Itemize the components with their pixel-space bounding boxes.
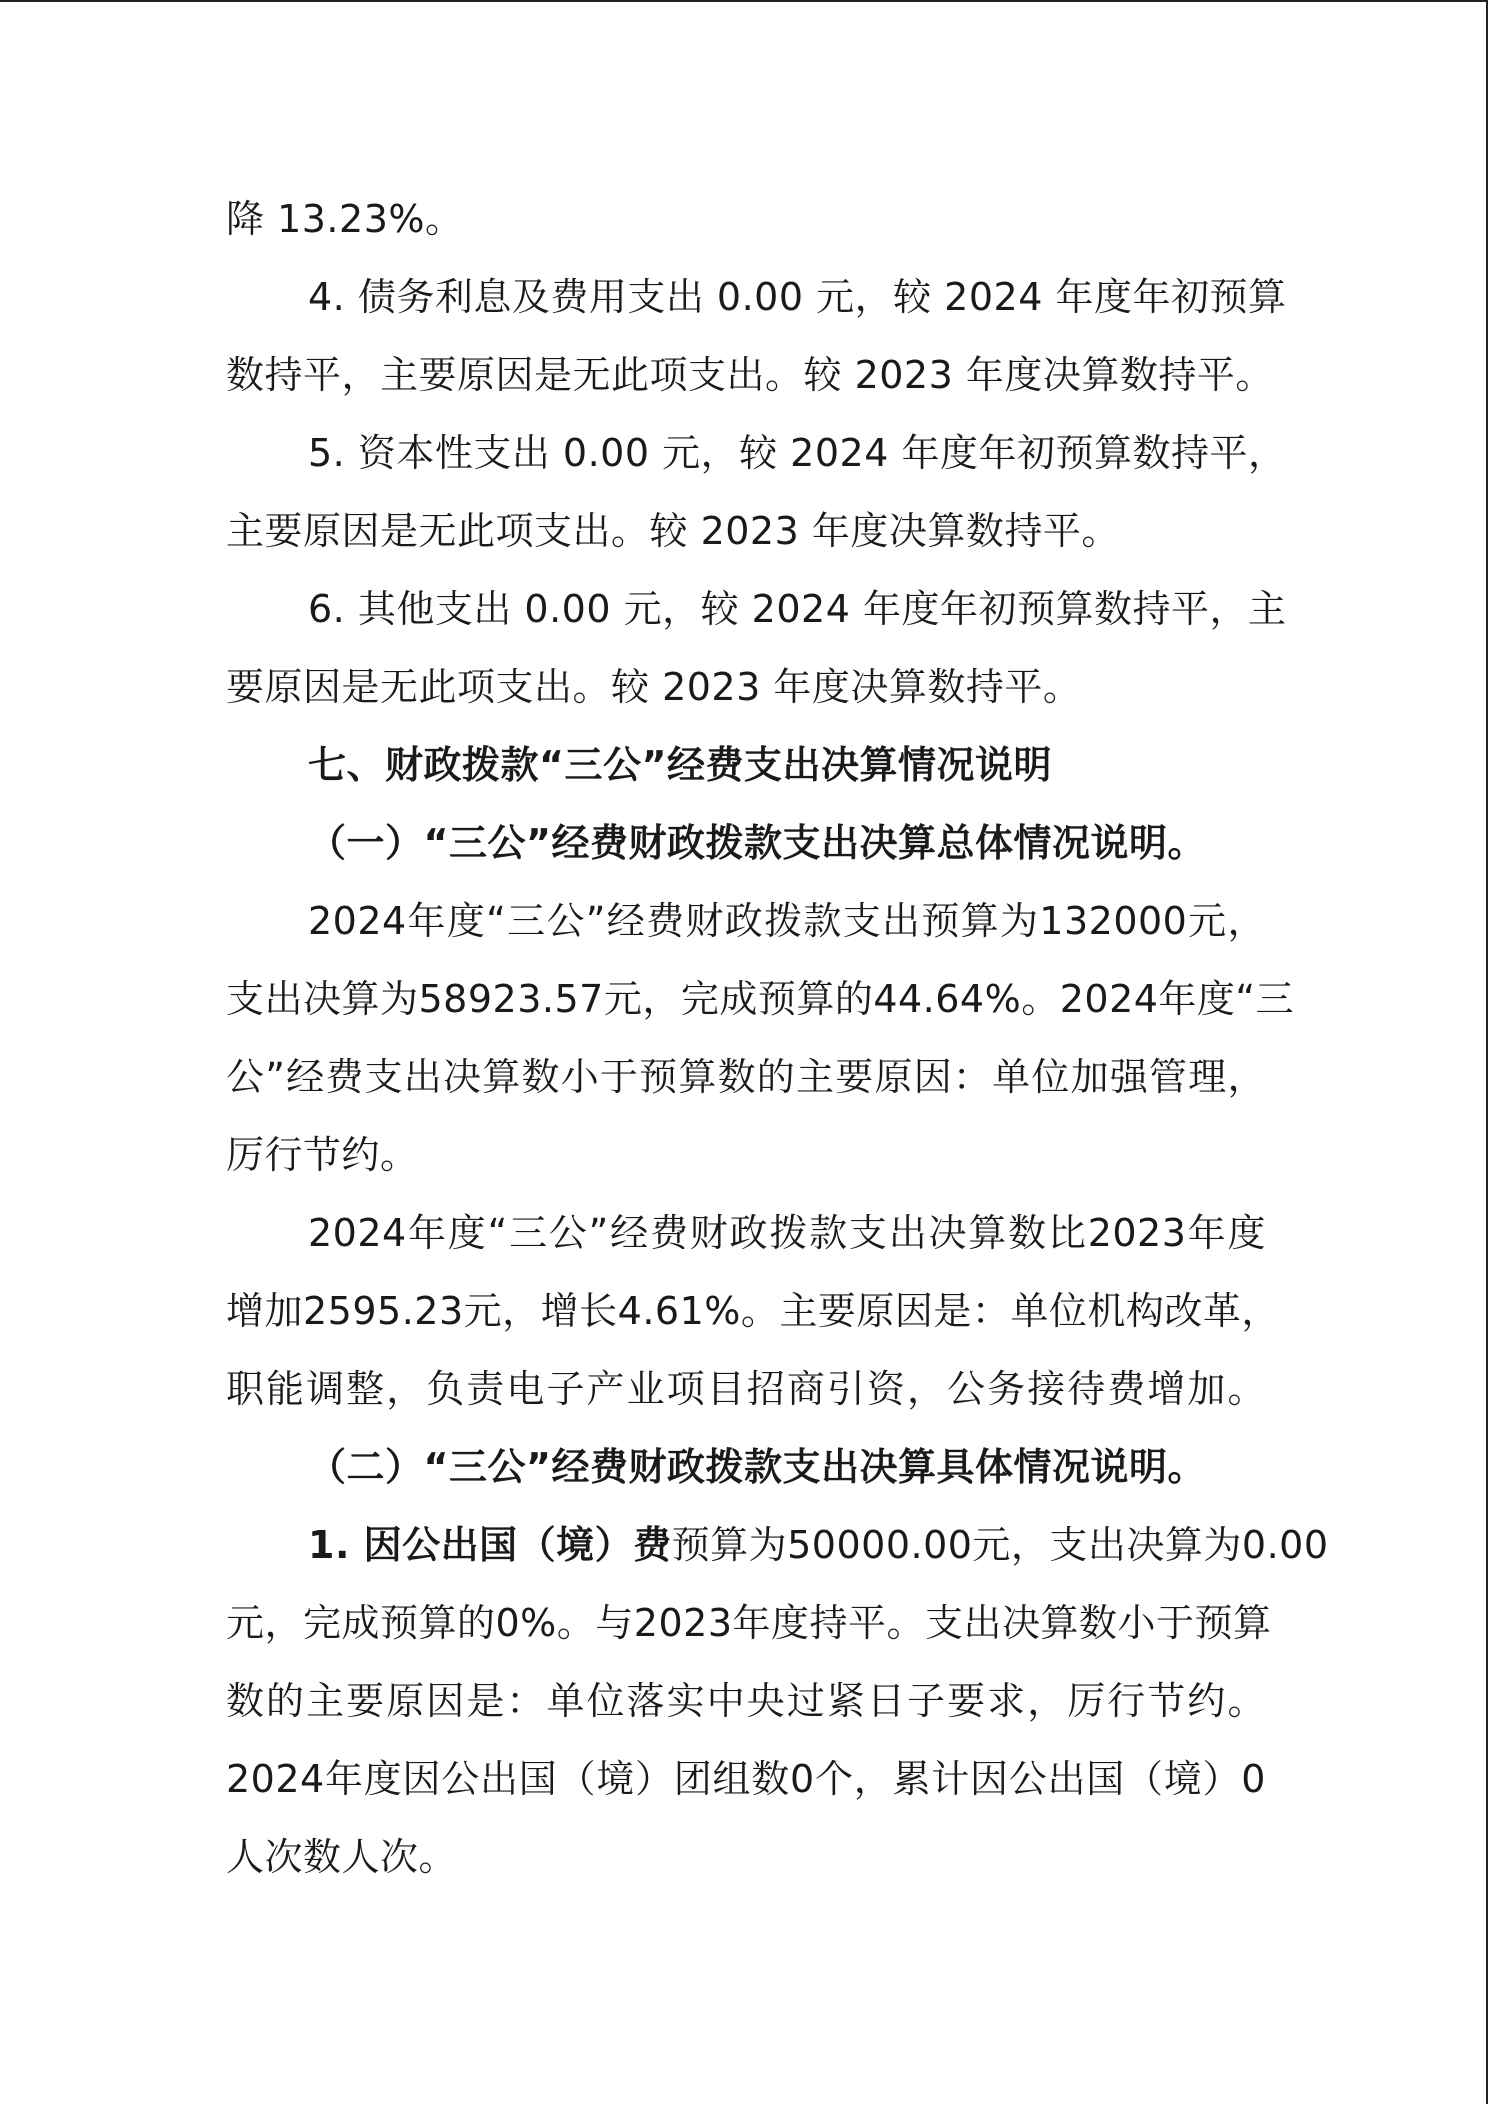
paragraph-line: 职能调整，负责电子产业项目招商引资，公务接待费增加。 bbox=[226, 1367, 1266, 1411]
paragraph-line: 4. 债务利息及费用支出 0.00 元，较 2024 年度年初预算 bbox=[308, 275, 1287, 319]
paragraph-line: 2024年度“三公”经费财政拨款支出决算数比2023年度 bbox=[308, 1211, 1266, 1255]
paragraph-line: 厉行节约。 bbox=[226, 1133, 419, 1177]
subsection-heading: （一）“三公”经费财政拨款支出决算总体情况说明。 bbox=[308, 821, 1206, 865]
paragraph-line: 数持平，主要原因是无此项支出。较 2023 年度决算数持平。 bbox=[226, 353, 1274, 397]
paragraph-line: 元，完成预算的0%。与2023年度持平。支出决算数小于预算 bbox=[226, 1601, 1272, 1645]
item-lead: 1. 因公出国（境）费 bbox=[308, 1523, 672, 1567]
paragraph-line: 5. 资本性支出 0.00 元，较 2024 年度年初预算数持平， bbox=[308, 431, 1287, 475]
paragraph-line: 2024年度“三公”经费财政拨款支出预算为132000元， bbox=[308, 899, 1266, 943]
paragraph-line: 降 13.23%。 bbox=[226, 197, 464, 241]
paragraph-line: 6. 其他支出 0.00 元，较 2024 年度年初预算数持平，主 bbox=[308, 587, 1287, 631]
section-heading: 七、财政拨款“三公”经费支出决算情况说明 bbox=[308, 743, 1052, 787]
page-border-top bbox=[0, 0, 1488, 2]
paragraph-line: 增加2595.23元，增长4.61%。主要原因是：单位机构改革， bbox=[226, 1289, 1280, 1333]
paragraph-line bbox=[226, 1506, 1329, 1584]
document-body bbox=[226, 180, 1329, 1896]
paragraph-line: 人次数人次。 bbox=[226, 1835, 458, 1879]
paragraph-line: 2024年度因公出国（境）团组数0个，累计因公出国（境）0 bbox=[226, 1757, 1266, 1801]
subsection-heading: （二）“三公”经费财政拨款支出决算具体情况说明。 bbox=[308, 1445, 1206, 1489]
item-text: 预算为50000.00元，支出决算为0.00 bbox=[671, 1523, 1329, 1567]
paragraph-line: 主要原因是无此项支出。较 2023 年度决算数持平。 bbox=[226, 509, 1120, 553]
paragraph-line: 要原因是无此项支出。较 2023 年度决算数持平。 bbox=[226, 665, 1082, 709]
paragraph-line: 数的主要原因是：单位落实中央过紧日子要求，厉行节约。 bbox=[226, 1679, 1266, 1723]
paragraph-line: 公”经费支出决算数小于预算数的主要原因：单位加强管理， bbox=[226, 1055, 1266, 1099]
paragraph-line: 支出决算为58923.57元，完成预算的44.64%。2024年度“三 bbox=[226, 977, 1295, 1021]
